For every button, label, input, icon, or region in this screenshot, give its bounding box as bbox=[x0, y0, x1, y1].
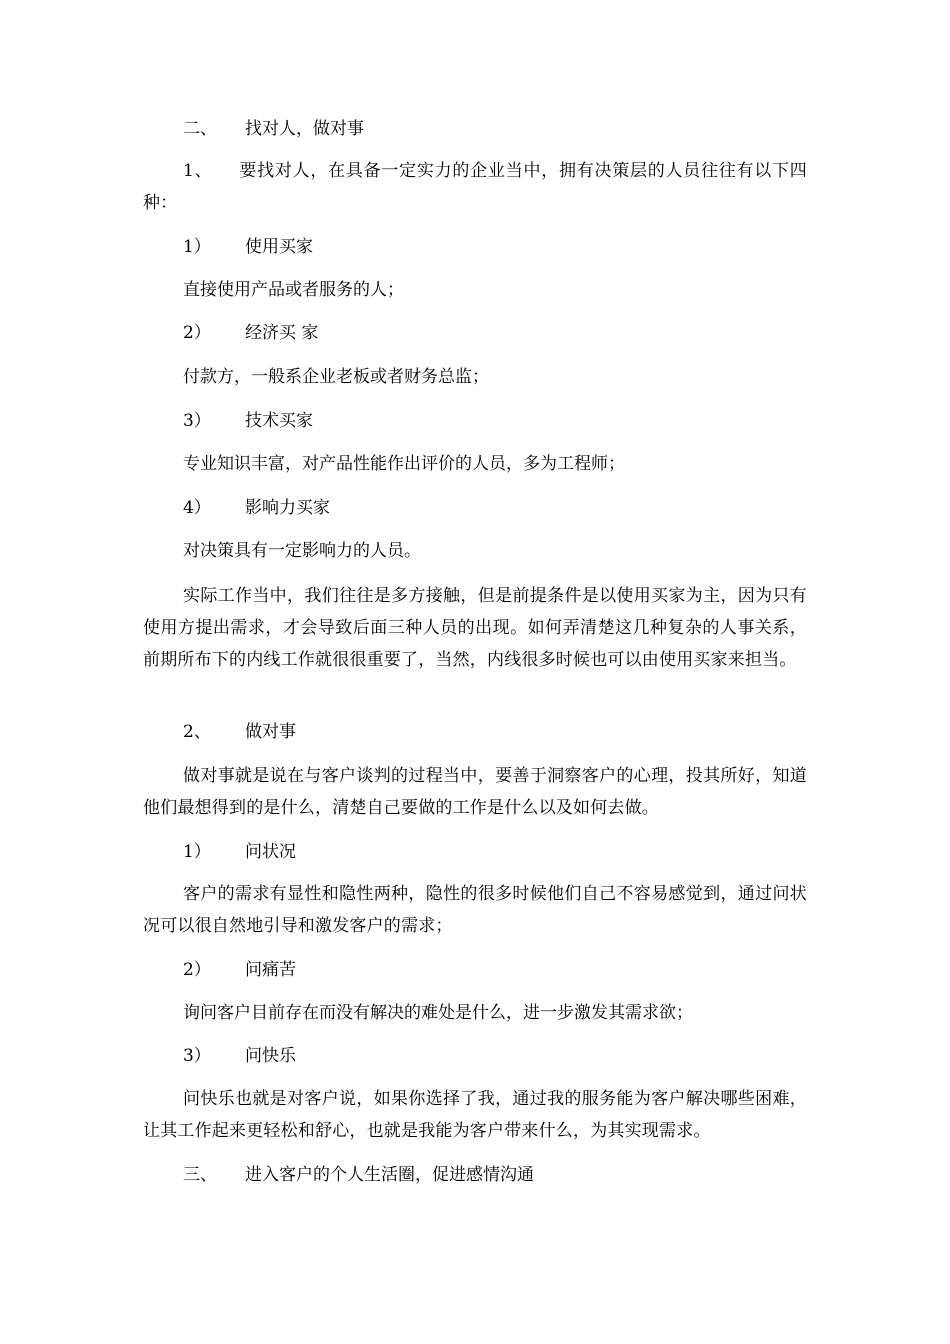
heading-number: 2） bbox=[183, 960, 211, 980]
heading-text: 使用买家 bbox=[245, 237, 313, 257]
heading-number: 1） bbox=[183, 842, 211, 862]
heading-number: 3） bbox=[183, 411, 211, 431]
list-heading bbox=[143, 1040, 807, 1072]
paragraph: 1、 要找对人，在具备一定实力的企业当中，拥有决策层的人员往往有以下四种： bbox=[143, 161, 807, 213]
heading-text: 做对事 bbox=[245, 722, 296, 742]
heading-text: 问状况 bbox=[245, 842, 296, 862]
heading-text: 技术买家 bbox=[245, 411, 313, 431]
heading-number: 4） bbox=[183, 498, 211, 518]
paragraph: 做对事就是说在与客户谈判的过程当中，要善于洞察客户的心理，投其所好，知道他们最想得到的是什么，清楚自己要做的工作是什么以及如何去做。 bbox=[143, 766, 807, 818]
list-heading bbox=[143, 836, 807, 868]
paragraph: 询问客户目前存在而没有解决的难处是什么，进一步激发其需求欲； bbox=[183, 1003, 693, 1023]
paragraph: 付款方，一般系企业老板或者财务总监； bbox=[183, 367, 489, 387]
paragraph: 对决策具有一定影响力的人员。 bbox=[183, 541, 421, 561]
paragraph: 问快乐也就是对客户说，如果你选择了我，通过我的服务能为客户解决哪些困难，让其工作起来更轻松和舒心，也就是我能为客户带来什么，为其实现需求。 bbox=[143, 1089, 807, 1141]
paragraph: 直接使用产品或者服务的人； bbox=[183, 280, 404, 300]
list-heading bbox=[143, 954, 807, 986]
heading-text: 进入客户的个人生活圈，促进感情沟通 bbox=[245, 1165, 534, 1185]
heading-number: 1） bbox=[183, 237, 211, 257]
section-heading bbox=[143, 716, 807, 748]
list-heading bbox=[143, 492, 807, 524]
heading-text: 问快乐 bbox=[245, 1046, 296, 1066]
heading-number: 2、 bbox=[183, 722, 211, 742]
paragraph: 实际工作当中，我们往往是多方接触，但是前提条件是以使用买家为主，因为只有使用方提出需求，才会导致后面三种人员的出现。如何弄清楚这几种复杂的人事关系，前期所布下的内线工作就很很重要了，当然，内线很多时候也可以由使用买家来担当。 bbox=[143, 586, 807, 670]
list-heading bbox=[143, 405, 807, 437]
paragraph: 客户的需求有显性和隐性两种，隐性的很多时候他们自己不容易感觉到，通过问状况可以很自然地引导和激发客户的需求； bbox=[143, 884, 807, 936]
heading-text: 经济买 家 bbox=[245, 323, 319, 343]
heading-text: 找对人，做对事 bbox=[245, 119, 364, 139]
heading-text: 影响力买家 bbox=[245, 498, 330, 518]
heading-text: 问痛苦 bbox=[245, 960, 296, 980]
heading-number: 三、 bbox=[183, 1165, 217, 1185]
paragraph: 专业知识丰富，对产品性能作出评价的人员，多为工程师； bbox=[183, 454, 625, 474]
section-heading bbox=[143, 113, 807, 145]
heading-number: 2） bbox=[183, 323, 211, 343]
section-heading bbox=[143, 1159, 807, 1191]
list-heading bbox=[143, 317, 807, 349]
heading-number: 3） bbox=[183, 1046, 211, 1066]
heading-number: 二、 bbox=[183, 119, 217, 139]
list-heading bbox=[143, 231, 807, 263]
